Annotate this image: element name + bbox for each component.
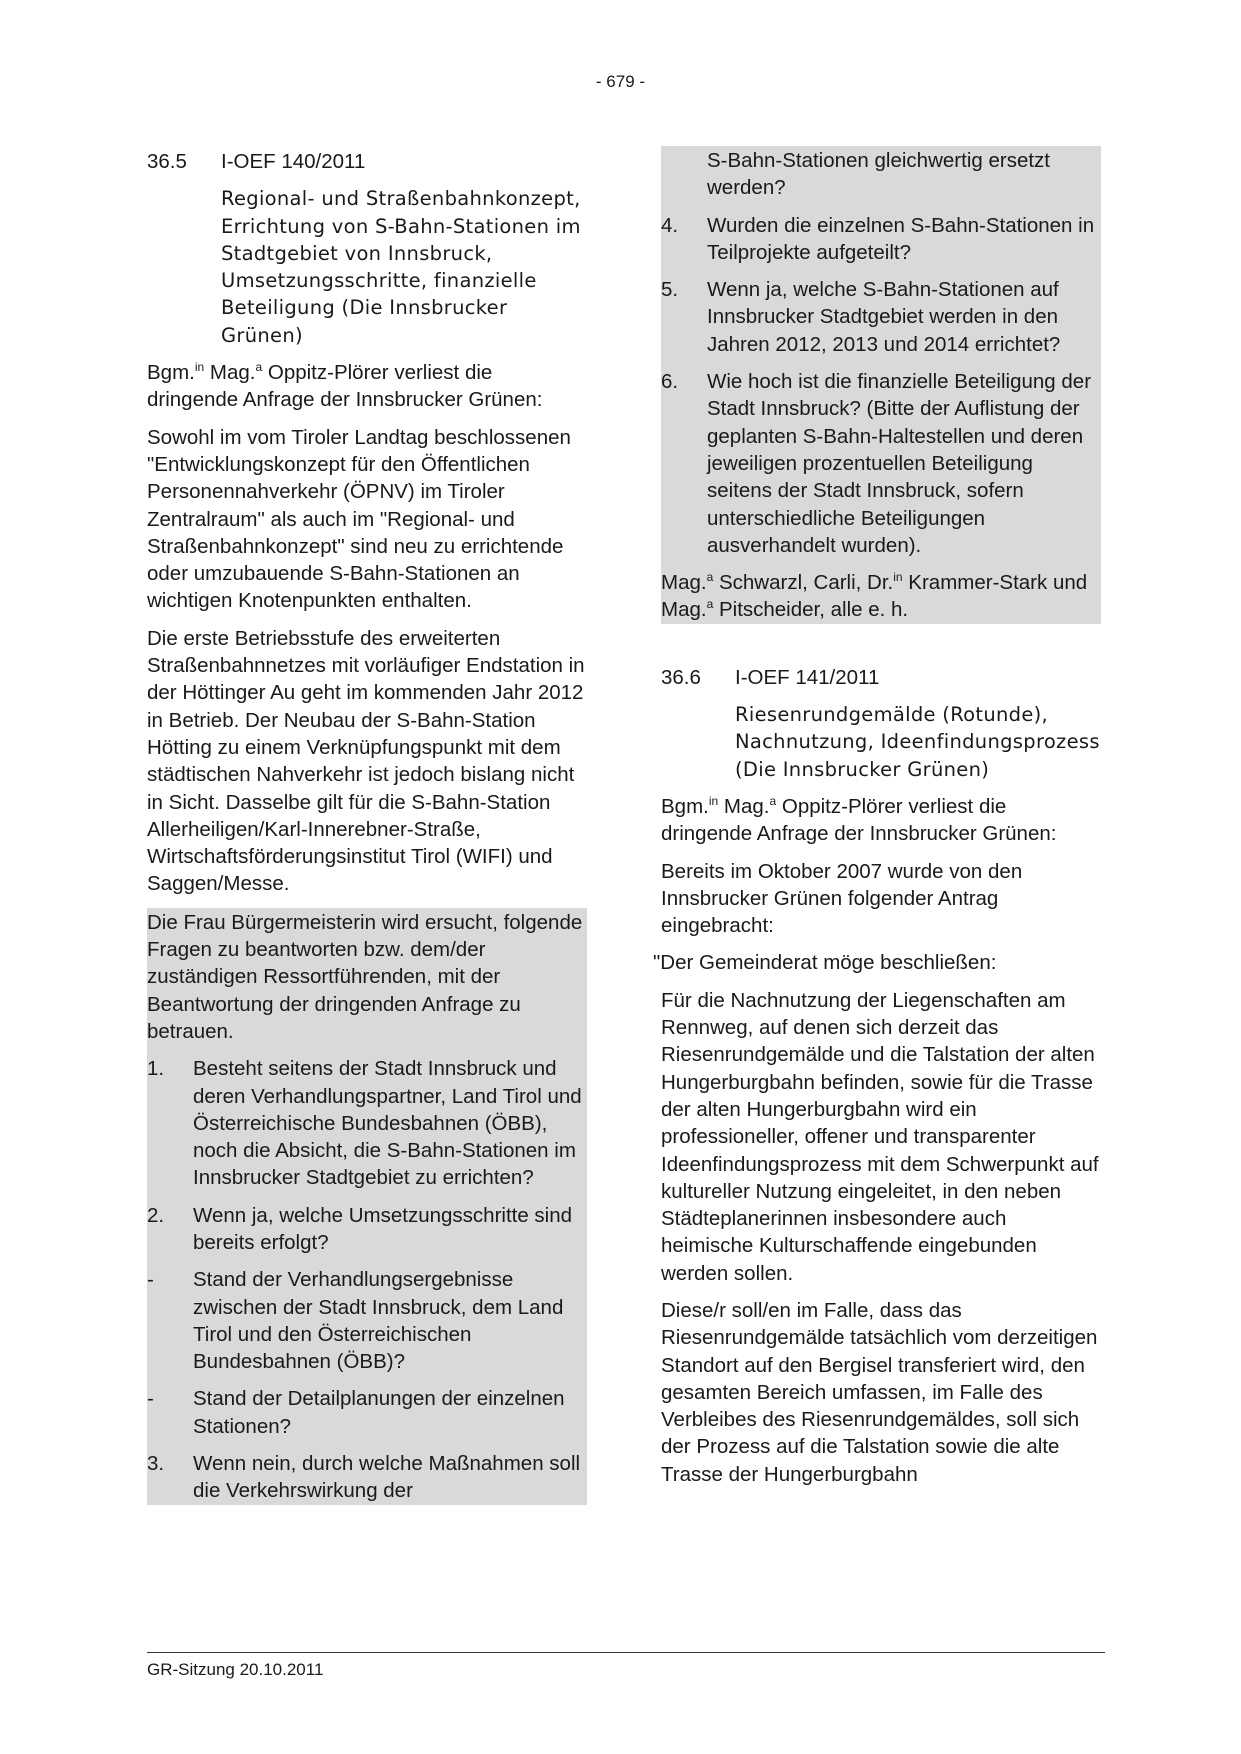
footer-divider (147, 1652, 1105, 1653)
list-item: 5. Wenn ja, welche S-Bahn-Stationen auf Innsbrucker Stadtgebiet werden in den Jahren 2012, 2013 und 2014 errichtet? (661, 278, 1061, 356)
list-item: - Stand der Detailplanungen der einzelnen Stationen? (147, 1387, 565, 1438)
section-subject: Riesenrundgemälde (Rotunde), Nachnutzung, Ideenfindungsprozess (Die Innsbrucker Grünen) (735, 703, 1100, 781)
list-item: 2. Wenn ja, welche Umsetzungsschritte sind bereits erfolgt? (147, 1203, 573, 1254)
section-number: 36.5 (147, 150, 187, 173)
section-heading-36-5 (147, 148, 587, 175)
section-id: I-OEF 140/2011 (221, 150, 366, 173)
quote-opening: "Der Gemeinderat möge beschließen: (653, 951, 997, 975)
left-column (147, 148, 587, 1505)
body-paragraph: Für die Nachnutzung der Liegenschaften am Rennweg, auf denen sich derzeit das Riesenrundgemälde und die Talstation der alten Hungerburgbahn befinden, sowie für die Trasse der alten Hungerburgbahn wird ein professioneller, offener und transparenter Ideenfindungsprozess mit dem Schwerpunkt auf kultureller Nutzung eingeleitet, in den neben Städteplanerinnen insbesondere auch heimische Kulturschaffende eingebunden werden sollen. (661, 988, 1099, 1285)
body-paragraph: Bereits im Oktober 2007 wurde von den Innsbrucker Grünen folgender Antrag eingebracht: (661, 859, 1023, 938)
section-id: I-OEF 141/2011 (735, 665, 880, 689)
right-column (653, 146, 1101, 1498)
highlighted-questions-block (661, 146, 1101, 624)
footer-text: GR-Sitzung 20.10.2011 (147, 1660, 324, 1679)
body-paragraph: Die erste Betriebsstufe des erweiterten Straßenbahnnetzes mit vorläufiger Endstation in der Höttinger Au geht im kommenden Jahr 2012 in Betrieb. Der Neubau der S-Bahn-Station Hötting zu einem Verknüpfungspunkt mit dem städtischen Nahverkehr ist jedoch bislang nicht in Sicht. Dasselbe gilt für die S-Bahn-Station Allerheiligen/Karl-Innerebner-Straße, Wirtschaftsförderungsinstitut Tirol (WIFI) und Saggen/Messe. (147, 626, 585, 896)
highlighted-request-block (147, 908, 587, 1505)
list-item: 6. Wie hoch ist die finanzielle Beteiligung der Stadt Innsbruck? (Bitte der Auflistung der geplanten S-Bahn-Haltestellen und deren jeweiligen prozentuellen Beteiligung seitens der Stadt Innsbruck, sofern unterschiedliche Beteiligungen ausverhandelt wurden). (661, 370, 1092, 557)
section-heading-36-6 (661, 664, 1101, 691)
signatories: Mag.$^a$ Schwarzl, Carli, Dr.$^{in}$ Krammer-Stark und Mag.$^a$ Pitscheider, alle e. h. (661, 570, 1088, 622)
body-paragraph: Diese/r soll/en im Falle, dass das Riesenrundgemälde tatsächlich vom derzeitigen Standort auf den Bergisel transferiert wird, den gesamten Bereich umfassen, im Falle des Verbleibes des Riesenrundgemäldes, soll sich der Prozess auf die Talstation sowie die alte Trasse der Hungerburgbahn (661, 1298, 1098, 1486)
section-subject: Regional- und Straßenbahnkonzept, Errichtung von S-Bahn-Stationen im Stadtgebiet von Innsbruck, Umsetzungsschritte, finanzielle Beteiligung (Die Innsbrucker Grünen) (221, 187, 581, 347)
section-number: 36.6 (661, 665, 701, 689)
list-item: 1. Besteht seitens der Stadt Innsbruck und deren Verhandlungspartner, Land Tirol und Österreichische Bundesbahnen (ÖBB), noch die Absicht, die S-Bahn-Stationen im Innsbrucker Stadtgebiet zu errichten? (147, 1057, 582, 1190)
list-item: - Stand der Verhandlungsergebnisse zwischen der Stadt Innsbruck, dem Land Tirol und den Österreichischen Bundesbahnen (ÖBB)? (147, 1268, 564, 1374)
body-paragraph: Sowohl im vom Tiroler Landtag beschlossenen "Entwicklungskonzept für den Öffentlichen Personennahverkehr (ÖPNV) im Tiroler Zentralraum" als auch im "Regional- und Straßenbahnkonzept" sind neu zu errichtende oder umzubauende S-Bahn-Stationen an wichtigen Knotenpunkten enthalten. (147, 425, 571, 613)
request-paragraph: Die Frau Bürgermeisterin wird ersucht, folgende Fragen zu beantworten bzw. dem/der zuständigen Ressortführenden, mit der Beantwortung der dringenden Anfrage zu betrauen. (147, 910, 583, 1043)
list-item-continued: S-Bahn-Stationen gleichwertig ersetzt werden? (707, 149, 1050, 200)
list-item: 4. Wurden die einzelnen S-Bahn-Stationen in Teilprojekte aufgeteilt? (661, 213, 1095, 264)
intro-paragraph: Bgm.$^{in}$ Mag.$^a$ Oppitz-Plörer verliest die dringende Anfrage der Innsbrucker Grünen: (661, 793, 1057, 846)
page-number: - 679 - (595, 72, 646, 91)
list-item: 3. Wenn nein, durch welche Maßnahmen soll die Verkehrswirkung der (147, 1452, 581, 1503)
intro-paragraph: Bgm.$^{in}$ Mag.$^a$ Oppitz-Plörer verliest die dringende Anfrage der Innsbrucker Grünen: (147, 360, 543, 412)
